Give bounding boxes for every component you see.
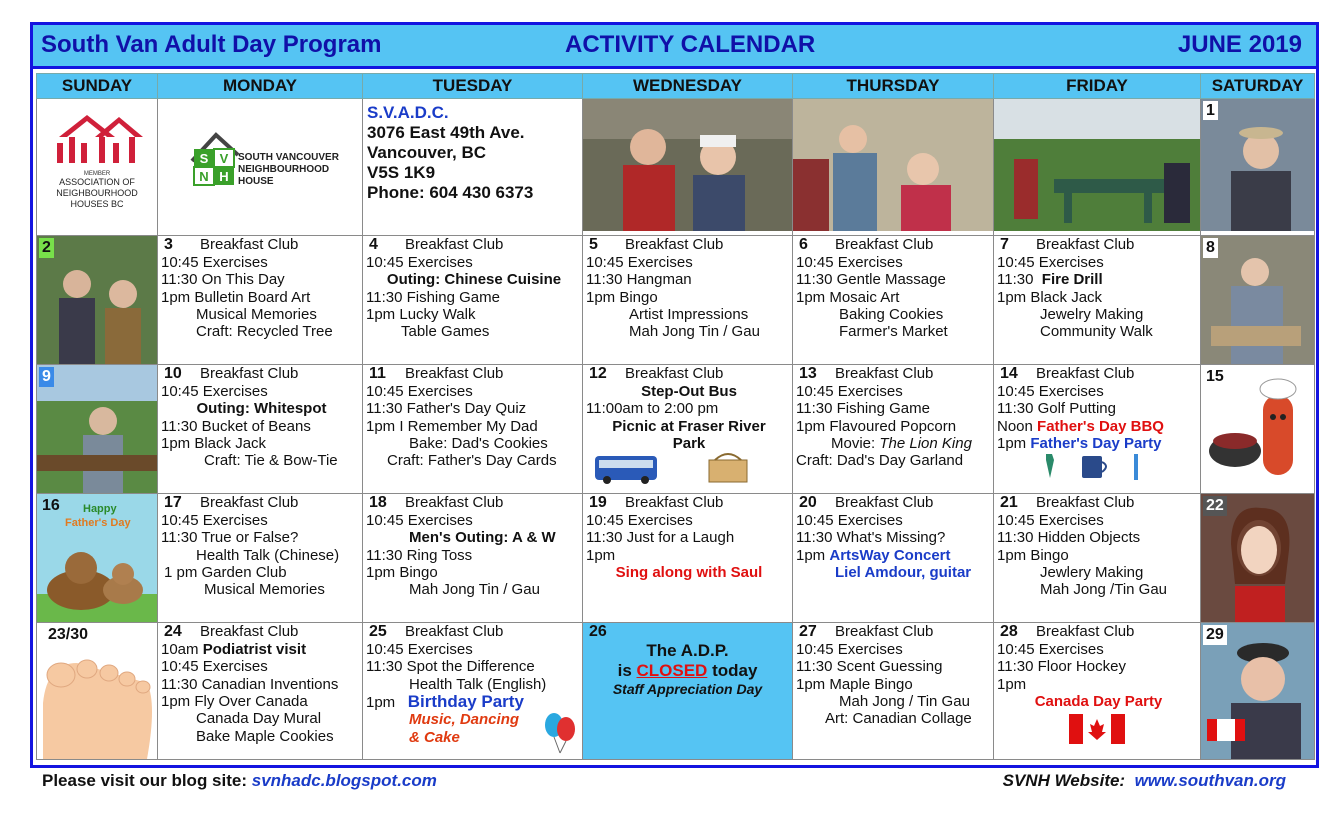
weekday-thursday: THURSDAY — [793, 74, 994, 99]
photo-seniors-group — [793, 99, 994, 236]
activity: Outing: Chinese Cuisine — [386, 271, 562, 289]
sun-9-cell — [37, 365, 158, 494]
activity: 11:30 Hidden Objects — [997, 529, 1141, 547]
svg-text:MEMBER: MEMBER — [83, 171, 111, 177]
date-22: 22 — [1203, 496, 1227, 515]
activity: 1pm Bingo — [586, 288, 658, 306]
website-label: SVNH Website: — [1002, 771, 1126, 790]
date-14: 14 — [1000, 365, 1018, 383]
activity: Breakfast Club — [835, 623, 934, 641]
thu-13-cell — [793, 365, 994, 494]
artsway-concert: ArtsWay Concert — [829, 546, 951, 564]
activity: 1pm Black Jack — [161, 435, 267, 453]
date-19: 19 — [589, 494, 607, 512]
activity: 11:00am to 2:00 pm — [586, 400, 719, 418]
date-5: 5 — [589, 236, 598, 254]
activity: Craft: Dad's Day Garland — [796, 452, 964, 470]
fri-28-cell — [994, 623, 1201, 760]
activity-time: 10am — [161, 640, 203, 658]
seniors-photo-1 — [583, 99, 793, 231]
activity: Breakfast Club — [1036, 623, 1135, 641]
date-6: 6 — [799, 236, 808, 254]
activity: 1pm Black Jack — [997, 288, 1103, 306]
activity: Art: Canadian Collage — [825, 710, 972, 728]
weekday-monday: MONDAY — [158, 74, 363, 99]
activity: 11:30 Canadian Inventions — [161, 675, 339, 693]
activity: 1pm Bingo — [997, 546, 1069, 564]
saturday-8-photo — [1201, 236, 1315, 364]
program-name: South Van Adult Day Program — [41, 31, 382, 58]
wed-12-cell — [583, 365, 793, 494]
activity: 10:45 Exercises — [796, 640, 903, 658]
activity: Fire Drill — [1041, 271, 1103, 289]
activity: 1pm Bingo — [366, 564, 438, 582]
activity: 1pm I Remember My Dad — [366, 417, 538, 435]
week-row-4 — [37, 623, 1315, 760]
activity: Health Talk (English) — [409, 675, 547, 693]
activity: Breakfast Club — [1036, 494, 1135, 512]
activity: 10:45 Exercises — [366, 253, 473, 271]
svg-text:Father's Day: Father's Day — [65, 517, 131, 530]
activity: Men's Outing: A & W — [409, 529, 556, 547]
activity: 10:45 Exercises — [796, 511, 903, 529]
concert-performer: Liel Amdour, guitar — [835, 564, 972, 582]
date-13: 13 — [799, 365, 817, 383]
thu-20-cell — [793, 494, 994, 623]
photo-picnic-table — [994, 99, 1201, 236]
activity: Canada Day Mural — [196, 710, 322, 728]
activity: 10:45 Exercises — [796, 382, 903, 400]
activity: Bake Maple Cookies — [196, 727, 334, 745]
staff-appreciation: Staff Appreciation Day — [612, 680, 763, 697]
date-12: 12 — [589, 365, 607, 383]
activity: 1pm Mosaic Art — [796, 288, 900, 306]
weekday-friday: FRIDAY — [994, 74, 1201, 99]
svg-text:S: S — [199, 151, 209, 166]
seniors-photo-2 — [793, 99, 994, 231]
blog-footer: Please visit our blog site: svnhadc.blogspot.com — [42, 771, 437, 790]
activity: 1pm Flavoured Popcorn — [796, 417, 957, 435]
svnh-logo — [158, 99, 363, 231]
date-26: 26 — [589, 623, 607, 641]
date-24: 24 — [164, 623, 182, 641]
activity: Breakfast Club — [835, 494, 934, 512]
date-11: 11 — [369, 365, 386, 383]
tue-4-cell — [363, 236, 583, 365]
thu-6-cell — [793, 236, 994, 365]
activity: Breakfast Club — [1036, 236, 1135, 254]
activity: Baking Cookies — [839, 306, 944, 324]
activity: 11:30 True or False? — [161, 529, 299, 547]
date-4: 4 — [369, 236, 378, 254]
activity: 10:45 Exercises — [997, 382, 1104, 400]
sat-15-cell — [1201, 365, 1315, 494]
svg-text:V: V — [219, 151, 229, 166]
activity-time: 1pm — [997, 435, 1031, 453]
activity: Mah Jong / Tin Gau — [839, 693, 970, 711]
sun-23-30-cell — [37, 623, 158, 760]
activity: Jewelry Making — [1040, 306, 1144, 324]
activity: 1pm Bulletin Board Art — [161, 288, 311, 306]
activity: Musical Memories — [204, 581, 325, 599]
mon-24-cell — [158, 623, 363, 760]
weekday-sunday: SUNDAY — [37, 74, 158, 99]
activity: 11:30 Floor Hockey — [997, 658, 1126, 676]
activity: Step-Out Bus — [641, 382, 737, 400]
activity: Podiatrist visit — [202, 640, 307, 658]
date-23-30: 23/30 — [48, 626, 89, 644]
week-row-1 — [37, 236, 1315, 365]
sun-2-cell — [37, 236, 158, 365]
activity: 11:30 Scent Guessing — [796, 658, 943, 676]
sunday-2-photo — [37, 236, 158, 364]
activity: 11:30 Hangman — [586, 271, 692, 289]
date-20: 20 — [799, 494, 817, 512]
bus-and-basket-icon — [583, 452, 791, 486]
date-18: 18 — [369, 494, 387, 512]
wed-19-cell — [583, 494, 793, 623]
activity: 11:30 What's Missing? — [796, 529, 946, 547]
activity: 11:30 Ring Toss — [366, 546, 473, 564]
mon-10-cell — [158, 365, 363, 494]
activity: 10:45 Exercises — [366, 511, 473, 529]
sat-8-cell — [1201, 236, 1315, 365]
website-footer — [1003, 771, 1286, 791]
weekday-header-row — [37, 74, 1315, 99]
mon-3-cell — [158, 236, 363, 365]
svg-text:HOUSES BC: HOUSES BC — [70, 199, 124, 209]
anh-logo-cell — [37, 99, 158, 236]
activity: Movie: — [831, 435, 880, 453]
activity: 11:30 Fishing Game — [796, 400, 930, 418]
date-10: 10 — [164, 365, 182, 383]
activity-time: 1pm — [796, 546, 830, 564]
date-29: 29 — [1203, 625, 1227, 644]
address-phone: Phone: 604 430 6373 — [367, 183, 534, 202]
date-8: 8 — [1203, 238, 1218, 257]
activity: 1pm Maple Bingo — [796, 675, 913, 693]
activity: Breakfast Club — [405, 494, 504, 512]
activity: Farmer's Market — [839, 323, 948, 341]
date-15: 15 — [1203, 367, 1227, 386]
wed-26-cell — [583, 623, 793, 760]
sat-22-cell — [1201, 494, 1315, 623]
week-row-0 — [37, 99, 1315, 236]
activity: 11:30 On This Day — [161, 271, 285, 289]
activity-time: 11:30 — [997, 271, 1034, 289]
balloons-icon — [542, 711, 578, 755]
activity: 10:45 Exercises — [586, 253, 693, 271]
picnic-photo — [994, 99, 1201, 231]
date-16: 16 — [42, 497, 60, 515]
activity-time: 1pm — [366, 694, 400, 712]
activity: 11:30 Spot the Difference — [366, 658, 535, 676]
activity: Mah Jong Tin / Gau — [409, 581, 540, 599]
svg-text:NEIGHBOURHOOD: NEIGHBOURHOOD — [56, 188, 138, 198]
calendar-month: JUNE 2019 — [1177, 31, 1302, 58]
calendar-header — [33, 25, 1316, 69]
activity: 11:30 Bucket of Beans — [161, 417, 311, 435]
date-25: 25 — [369, 623, 387, 641]
activity: Picnic at Fraser River — [612, 417, 766, 435]
activity: Jewlery Making — [1040, 564, 1144, 582]
birthday-details: & Cake — [409, 728, 460, 746]
closed-line-1: The A.D.P. — [646, 640, 729, 660]
svg-text:NEIGHBOURHOOD: NEIGHBOURHOOD — [238, 164, 330, 175]
date-3: 3 — [164, 236, 173, 254]
activity: 11:30 Father's Day Quiz — [366, 400, 527, 418]
svg-text:N: N — [199, 169, 209, 184]
calendar-frame — [30, 22, 1319, 768]
photo-seniors-hats — [583, 99, 793, 236]
activity: Artist Impressions — [629, 306, 749, 324]
activity: Breakfast Club — [625, 236, 724, 254]
date-27: 27 — [799, 623, 817, 641]
sat-1-cell — [1201, 99, 1315, 236]
activity: 11:30 Gentle Massage — [796, 271, 946, 289]
fathers-day-party: Father's Day Party — [1030, 435, 1162, 453]
activity: 1pm — [997, 675, 1027, 693]
tue-25-cell — [363, 623, 583, 760]
wed-5-cell — [583, 236, 793, 365]
activity: 10:45 Exercises — [161, 253, 268, 271]
activity: 11:30 Just for a Laugh — [586, 529, 735, 547]
blog-link[interactable]: svnhadc.blogspot.com — [251, 771, 437, 790]
movie-title: The Lion King — [879, 435, 972, 453]
activity: Breakfast Club — [625, 365, 724, 383]
tue-11-cell — [363, 365, 583, 494]
svg-text:H: H — [219, 169, 229, 184]
activity: Breakfast Club — [200, 236, 299, 254]
activity: Breakfast Club — [835, 365, 934, 383]
fri-14-cell — [994, 365, 1201, 494]
activity: 11:30 Fishing Game — [366, 288, 500, 306]
sun-16-cell — [37, 494, 158, 623]
address-street: 3076 East 49th Ave. — [367, 123, 525, 142]
activity: Craft: Recycled Tree — [196, 323, 333, 341]
birthday-party: Birthday Party — [407, 692, 524, 712]
date-2: 2 — [39, 238, 54, 257]
date-9: 9 — [39, 367, 54, 386]
weekday-tuesday: TUESDAY — [363, 74, 583, 99]
activity: 10:45 Exercises — [161, 382, 268, 400]
date-7: 7 — [1000, 236, 1009, 254]
date-28: 28 — [1000, 623, 1018, 641]
activity: 1pm Lucky Walk — [366, 306, 476, 324]
activity: 1pm Fly Over Canada — [161, 693, 308, 711]
fri-7-cell — [994, 236, 1201, 365]
activity: Outing: Whitespot — [196, 400, 327, 418]
svg-text:ASSOCIATION OF: ASSOCIATION OF — [59, 177, 135, 187]
birthday-details: Music, Dancing — [409, 711, 520, 729]
weekday-saturday: SATURDAY — [1201, 74, 1315, 99]
activity: 10:45 Exercises — [997, 640, 1104, 658]
activity: Park — [672, 435, 706, 453]
activity: Breakfast Club — [200, 365, 299, 383]
tue-18-cell — [363, 494, 583, 623]
calendar-grid — [36, 73, 1315, 760]
activity: Table Games — [401, 323, 490, 341]
activity: 10:45 Exercises — [161, 658, 268, 676]
mon-17-cell — [158, 494, 363, 623]
svnh-logo-cell — [158, 99, 363, 236]
activity: 11:30 Golf Putting — [997, 400, 1116, 418]
activity: Craft: Father's Day Cards — [387, 452, 557, 470]
week-row-3 — [37, 494, 1315, 623]
activity: Breakfast Club — [405, 623, 504, 641]
fathers-day-bbq: Father's Day BBQ — [1037, 417, 1164, 435]
closed-label: CLOSED — [636, 660, 708, 680]
date-1: 1 — [1203, 101, 1218, 120]
activity: Musical Memories — [196, 306, 317, 324]
closed-text: is — [617, 660, 637, 680]
closed-text: today — [707, 660, 758, 680]
activity: Bake: Dad's Cookies — [409, 435, 548, 453]
activity: Mah Jong /Tin Gau — [1040, 581, 1168, 599]
sunday-9-photo — [37, 365, 158, 493]
website-link[interactable]: www.southvan.org — [1134, 771, 1286, 790]
weekday-wednesday: WEDNESDAY — [583, 74, 793, 99]
svg-text:HOUSE: HOUSE — [238, 176, 274, 187]
activity: 10:45 Exercises — [366, 382, 473, 400]
svg-text:SOUTH VANCOUVER: SOUTH VANCOUVER — [238, 152, 339, 163]
blog-label: Please visit our blog site — [42, 771, 242, 790]
activity: Breakfast Club — [405, 365, 504, 383]
activity: Breakfast Club — [1036, 365, 1135, 383]
address-city: Vancouver, BC — [367, 143, 487, 162]
activity: Health Talk (Chinese) — [196, 546, 340, 564]
week-row-2 — [37, 365, 1315, 494]
activity: Breakfast Club — [835, 236, 934, 254]
date-21: 21 — [1000, 494, 1018, 512]
thu-27-cell — [793, 623, 994, 760]
date-17: 17 — [164, 494, 182, 512]
activity: 1pm — [586, 546, 616, 564]
senior-hat-photo — [1201, 99, 1315, 231]
sat-29-cell — [1201, 623, 1315, 760]
calendar-title: ACTIVITY CALENDAR — [565, 31, 816, 58]
activity: Mah Jong Tin / Gau — [629, 323, 760, 341]
activity: 10:45 Exercises — [796, 253, 903, 271]
activity-time: Noon — [997, 417, 1038, 435]
activity: 1 pm Garden Club — [164, 564, 287, 582]
activity: 10:45 Exercises — [997, 253, 1104, 271]
fri-21-cell — [994, 494, 1201, 623]
address-cell — [363, 99, 583, 236]
activity: Breakfast Club — [200, 623, 299, 641]
tie-mug-icon — [994, 452, 1194, 482]
sing-along: Sing along with Saul — [615, 564, 763, 582]
activity: 10:45 Exercises — [586, 511, 693, 529]
activity: Breakfast Club — [405, 236, 504, 254]
activity: 10:45 Exercises — [366, 640, 473, 658]
activity: Community Walk — [1040, 323, 1153, 341]
address-postal: V5S 1K9 — [367, 163, 436, 182]
canada-flag-icon — [1069, 714, 1125, 744]
canada-day-party: Canada Day Party — [1034, 693, 1163, 711]
activity: Breakfast Club — [625, 494, 724, 512]
activity: Breakfast Club — [200, 494, 299, 512]
activity: 10:45 Exercises — [997, 511, 1104, 529]
svg-text:Happy: Happy — [83, 503, 117, 516]
anh-logo — [37, 99, 157, 231]
org-name: S.V.A.D.C. — [367, 103, 449, 122]
activity: Craft: Tie & Bow-Tie — [204, 452, 338, 470]
activity: 10:45 Exercises — [161, 511, 268, 529]
